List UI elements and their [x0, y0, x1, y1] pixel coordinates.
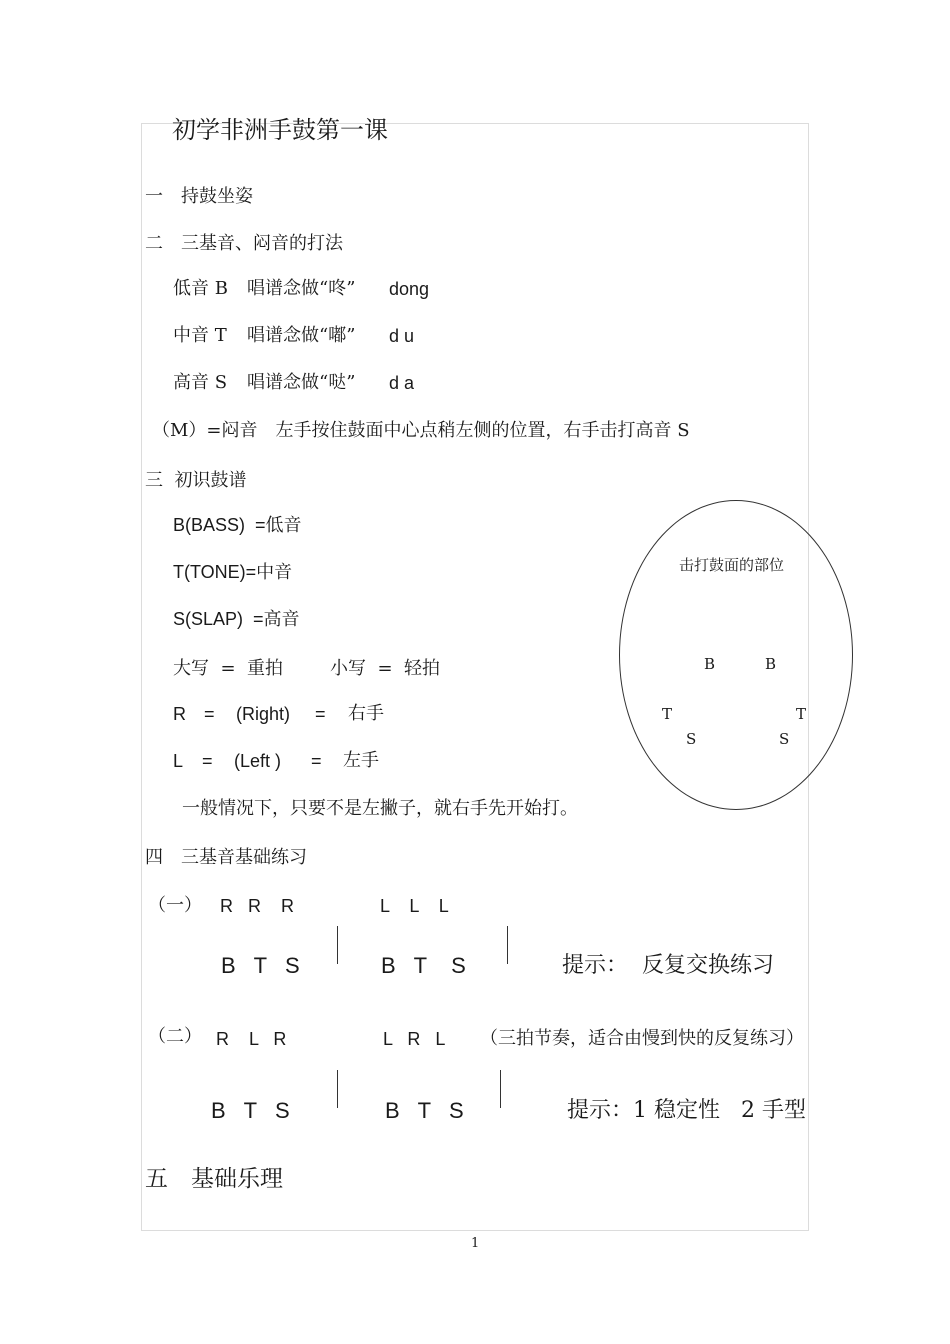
right-hand-equals-2: =: [315, 704, 326, 724]
left-hand-equals-1: =: [202, 751, 213, 771]
right-hand-letter: R: [173, 704, 186, 724]
bar-line: [337, 1070, 338, 1108]
exercise-1-tip: 提示： 反复交换练习: [562, 953, 774, 978]
tone-chant: 唱谱念做“嘟”: [247, 325, 356, 346]
section-1-heading: 一 持鼓坐姿: [145, 186, 253, 207]
page-title: 初学非洲手鼓第一课: [172, 116, 388, 144]
diagram-slap-right: S: [779, 730, 790, 748]
exercise-2-tip: 提示：1 稳定性 2 手型: [567, 1098, 806, 1123]
handedness-note: 一般情况下，只要不是左撇子，就右手先开始打。: [182, 798, 578, 819]
slap-name: 高音 S: [173, 372, 228, 393]
bar-line: [337, 926, 338, 964]
exercise-1-hands-group-1: R R R: [220, 896, 295, 916]
bass-name: 低音 B: [173, 278, 228, 299]
definition-bass: B(BASS) =低音: [173, 515, 302, 535]
section-2-heading: 二 三基音、闷音的打法: [145, 233, 343, 254]
right-hand-word: (Right): [236, 704, 291, 724]
bass-chant: 唱谱念做“咚”: [247, 278, 356, 299]
tone-name: 中音 T: [173, 325, 227, 346]
exercise-2-hands-group-1: R L R: [216, 1029, 287, 1049]
definition-slap: S(SLAP) =高音: [173, 609, 300, 629]
drum-head-diagram: [619, 500, 853, 810]
exercise-2-remark: （三拍节奏，适合由慢到快的反复练习）: [480, 1028, 804, 1049]
left-hand-letter: L: [173, 751, 184, 771]
exercise-2-notes-group-2: B T S: [385, 1098, 464, 1123]
left-hand-word: (Left ): [234, 751, 282, 771]
left-hand-meaning: 左手: [343, 750, 379, 771]
exercise-1-notes-group-1: B T S: [221, 953, 300, 978]
exercise-2-hands-group-2: L R L: [383, 1029, 446, 1049]
diagram-slap-left: S: [686, 730, 697, 748]
diagram-bass-left: B: [704, 655, 716, 673]
section-5-heading: 五 基础乐理: [145, 1166, 283, 1192]
uppercase-rule: 大写 = 重拍: [173, 658, 283, 679]
right-hand-equals-1: =: [204, 704, 215, 724]
bar-line: [507, 926, 508, 964]
exercise-2-label: （二）: [148, 1026, 202, 1047]
diagram-bass-right: B: [765, 655, 777, 673]
bass-syllable: dong: [389, 279, 430, 299]
exercise-1-notes-group-2: B T S: [381, 953, 466, 978]
mute-description: （M）=闷音 左手按住鼓面中心点稍左侧的位置，右手击打高音 S: [152, 420, 690, 441]
page-number: 1: [471, 1236, 480, 1251]
diagram-tone-right: T: [796, 705, 807, 723]
section-4-heading: 四 三基音基础练习: [145, 847, 307, 868]
bar-line: [500, 1070, 501, 1108]
slap-syllable: d a: [389, 373, 415, 393]
definition-tone: T(TONE)=中音: [173, 562, 293, 582]
left-hand-equals-2: =: [311, 751, 322, 771]
tone-syllable: d u: [389, 326, 415, 346]
right-hand-meaning: 右手: [348, 703, 384, 724]
diagram-tone-left: T: [662, 705, 673, 723]
diagram-title: 击打鼓面的部位: [679, 556, 785, 574]
slap-chant: 唱谱念做“哒”: [247, 372, 356, 393]
lowercase-rule: 小写 = 轻拍: [330, 658, 440, 679]
exercise-1-hands-group-2: L L L: [380, 896, 449, 916]
exercise-2-notes-group-1: B T S: [211, 1098, 290, 1123]
section-3-heading: 三 初识鼓谱: [145, 470, 247, 491]
exercise-1-label: （一）: [148, 895, 202, 916]
